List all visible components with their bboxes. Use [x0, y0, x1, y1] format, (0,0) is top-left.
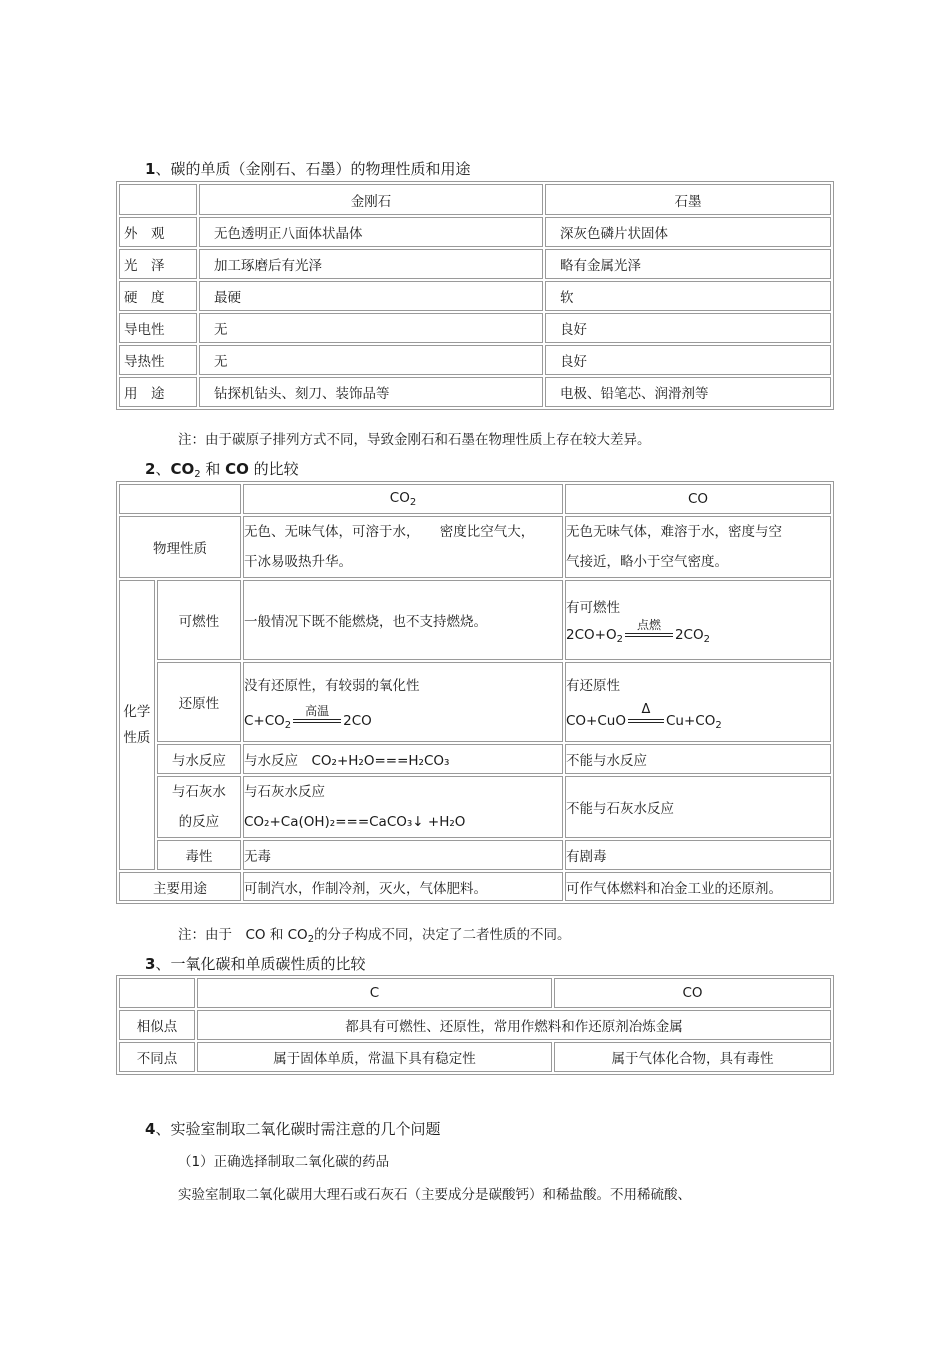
physical-property-label: 物理性质 — [119, 516, 241, 578]
table1-cell-diamond: 无 — [199, 313, 543, 343]
section-3-heading: 3、一氧化碳和单质碳性质的比较 — [145, 955, 366, 973]
table3-header-c: C — [197, 978, 552, 1008]
similarity-label: 相似点 — [119, 1010, 195, 1040]
flammability-label: 可燃性 — [157, 580, 241, 660]
section-4-paragraph: 实验室制取二氧化碳用大理石或石灰石（主要成分是碳酸钙）和稀盐酸。不用稀硫酸、 — [178, 1187, 691, 1203]
co-physical-property: 无色无味气体，难溶于水，密度与空 气接近，略小于空气密度。 — [565, 516, 831, 578]
table1-cell-diamond: 钻探机钻头、刻刀、装饰品等 — [199, 377, 543, 407]
co-difference: 属于气体化合物，具有毒性 — [554, 1042, 831, 1072]
table1-cell-graphite: 略有金属光泽 — [545, 249, 831, 279]
equation-condition-arrow: 点燃 — [625, 626, 673, 644]
carbon-reduction-equation: $C+CO_2$ 高温 2CO — [244, 703, 372, 731]
co2-limewater-reaction: 与石灰水反应 CO₂+Ca(OH)₂===CaCO₃↓ +H₂O — [243, 776, 563, 838]
co2-water-reaction: 与水反应 CO₂+H₂O===H₂CO₃ — [243, 744, 563, 774]
equation-condition-arrow: 高温 — [293, 712, 341, 730]
table1-row-label: 导电性 — [119, 313, 197, 343]
table1-header-diamond: 金刚石 — [199, 184, 543, 215]
co-limewater-reaction: 不能与石灰水反应 — [565, 776, 831, 838]
table3-header-co: CO — [554, 978, 831, 1008]
co2-main-use: 可制汽水，作制冷剂，灭火，气体肥料。 — [243, 872, 563, 901]
table1-cell-graphite: 良好 — [545, 313, 831, 343]
co-carbon-comparison-table — [116, 975, 834, 1075]
table2-header-co: CO — [565, 484, 831, 514]
limewater-reaction-label: 与石灰水 的反应 — [157, 776, 241, 838]
table1-row-label: 导热性 — [119, 345, 197, 375]
table1-cell-diamond: 无 — [199, 345, 543, 375]
co-flammability: 有可燃性 $2CO+O_2$ 点燃 $2CO_2$ — [565, 580, 831, 660]
table1-header-graphite: 石墨 — [545, 184, 831, 215]
co2-physical-property: 无色、无味气体，可溶于水， 密度比空气大， 干冰易吸热升华。 — [243, 516, 563, 578]
table1-cell-diamond: 加工琢磨后有光泽 — [199, 249, 543, 279]
carbon-difference: 属于固体单质，常温下具有稳定性 — [197, 1042, 552, 1072]
table2-header-co2: $CO_2$ — [243, 484, 563, 514]
table1-cell-graphite: 良好 — [545, 345, 831, 375]
equation-condition-arrow: Δ — [628, 712, 664, 730]
section-4-subheading: （1）正确选择制取二氧化碳的药品 — [178, 1154, 390, 1170]
co-combustion-equation: $2CO+O_2$ 点燃 $2CO_2$ — [566, 617, 710, 645]
co2-reducibility: 没有还原性，有较弱的氧化性 $C+CO_2$ 高温 2CO — [243, 662, 563, 742]
section-2-heading: 2、$CO_2$ 和 CO 的比较 — [145, 460, 299, 480]
table1-row-label: 用 途 — [119, 377, 197, 407]
table1-cell-graphite: 电极、铅笔芯、润滑剂等 — [545, 377, 831, 407]
table1-cell-diamond: 无色透明正八面体状晶体 — [199, 217, 543, 247]
section-2-note: 注：由于 CO 和 $CO_2$的分子构成不同，决定了二者性质的不同。 — [178, 927, 571, 945]
co-reducibility: 有还原性 CO+CuO Δ $Cu+CO_2$ — [565, 662, 831, 742]
table3-corner — [119, 978, 195, 1008]
table1-corner — [119, 184, 197, 215]
table1-row-label: 光 泽 — [119, 249, 197, 279]
section-1-note: 注：由于碳原子排列方式不同，导致金刚石和石墨在物理性质上存在较大差异。 — [178, 432, 651, 448]
section-1-heading: 1、碳的单质（金刚石、石墨）的物理性质和用途 — [145, 160, 471, 178]
water-reaction-label: 与水反应 — [157, 744, 241, 774]
table1-row-label: 硬 度 — [119, 281, 197, 311]
co2-co-comparison-table — [116, 481, 834, 904]
co-reduction-equation: CO+CuO Δ $Cu+CO_2$ — [566, 701, 722, 731]
difference-label: 不同点 — [119, 1042, 195, 1072]
chemical-property-label: 化学 性质 — [119, 580, 155, 870]
co2-toxicity: 无毒 — [243, 840, 563, 870]
diamond-graphite-table — [116, 181, 834, 410]
co-water-reaction: 不能与水反应 — [565, 744, 831, 774]
table2-corner — [119, 484, 241, 514]
main-use-label: 主要用途 — [119, 872, 241, 901]
similarity-text: 都具有可燃性、还原性，常用作燃料和作还原剂冶炼金属 — [197, 1010, 831, 1040]
section-4-heading: 4、实验室制取二氧化碳时需注意的几个问题 — [145, 1120, 441, 1138]
co-main-use: 可作气体燃料和冶金工业的还原剂。 — [565, 872, 831, 901]
table1-cell-graphite: 深灰色磷片状固体 — [545, 217, 831, 247]
co-toxicity: 有剧毒 — [565, 840, 831, 870]
co2-flammability: 一般情况下既不能燃烧，也不支持燃烧。 — [243, 580, 563, 660]
table1-cell-graphite: 软 — [545, 281, 831, 311]
table1-row-label: 外 观 — [119, 217, 197, 247]
reducibility-label: 还原性 — [157, 662, 241, 742]
table1-cell-diamond: 最硬 — [199, 281, 543, 311]
toxicity-label: 毒性 — [157, 840, 241, 870]
